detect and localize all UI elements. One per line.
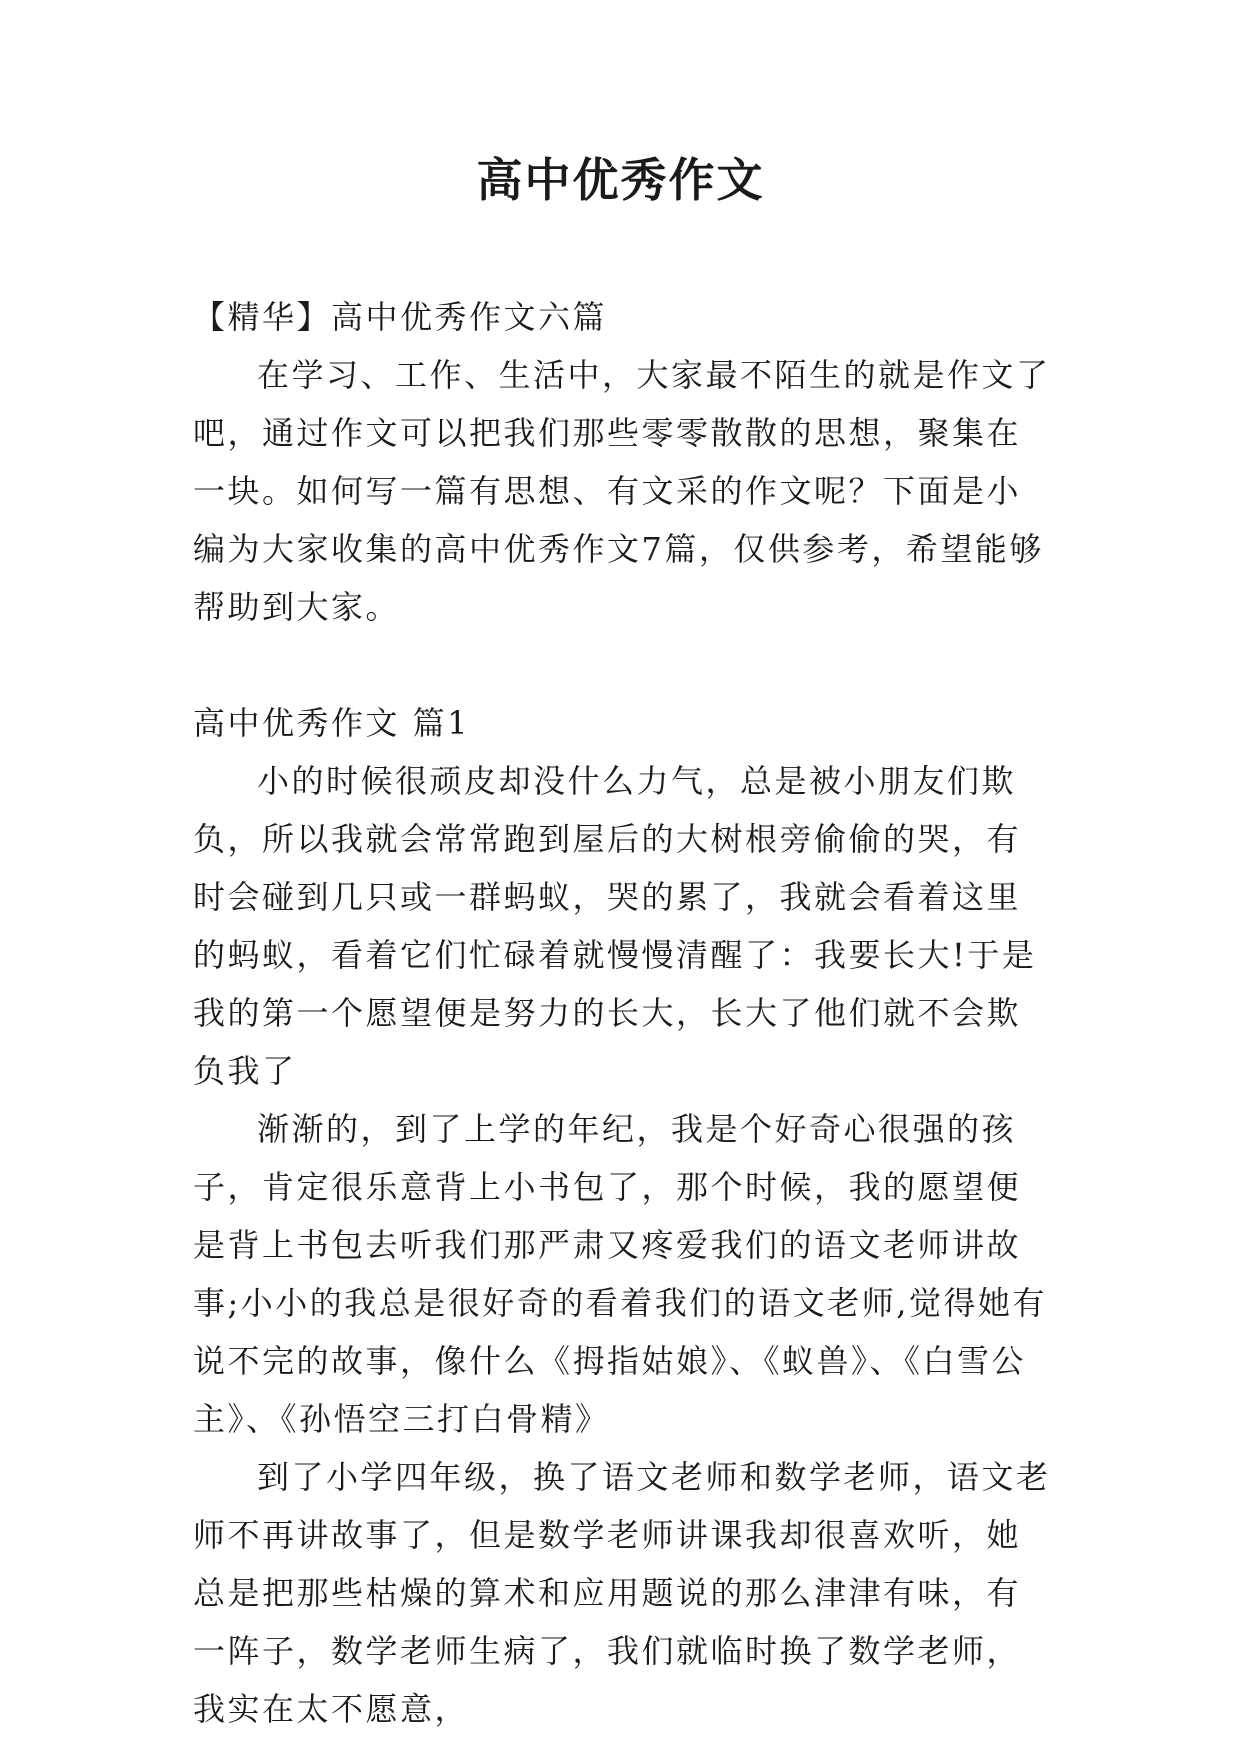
intro-paragraph: 在学习、工作、生活中，大家最不陌生的就是作文了吧，通过作文可以把我们那些零零散散的思想，聚集在一块。如何写一篇有思想、有文采的作文呢？下面是小编为大家收集的高中优秀作文7篇，仅供参考，希望能够帮助到大家。 [193, 356, 1051, 626]
document-title: 高中优秀作文 [476, 153, 765, 207]
document-body [193, 288, 1055, 1738]
body-paragraph: 到了小学四年级，换了语文老师和数学老师，语文老师不再讲故事了，但是数学老师讲课我却很喜欢听，她总是把那些枯燥的算术和应用题说的那么津津有味，有一阵子，数学老师生病了，我们就临时换了数学老师，我实在太不愿意， [193, 1458, 1051, 1728]
document-subtitle: 【精华】高中优秀作文六篇 [193, 298, 608, 336]
body-paragraph: 渐渐的，到了上学的年纪，我是个好奇心很强的孩子，肯定很乐意背上小书包了，那个时候，我的愿望便是背上书包去听我们那严肃又疼爱我们的语文老师讲故事;小小的我总是很好奇的看着我们的语文老师,觉得她有说不完的故事，像什么《拇指姑娘》、《蚁兽》、《白雪公主》、《孙悟空三打白骨精》 [193, 1110, 1047, 1438]
body-paragraph: 小的时候很顽皮却没什么力气，总是被小朋友们欺负，所以我就会常常跑到屋后的大树根旁偷偷的哭，有时会碰到几只或一群蚂蚁，哭的累了，我就会看着这里的蚂蚁，看着它们忙碌着就慢慢清醒了：我要长大!于是我的第一个愿望便是努力的长大，长大了他们就不会欺负我了 [193, 762, 1037, 1090]
section-spacer [193, 636, 1055, 694]
section-heading: 高中优秀作文 篇1 [193, 704, 471, 742]
